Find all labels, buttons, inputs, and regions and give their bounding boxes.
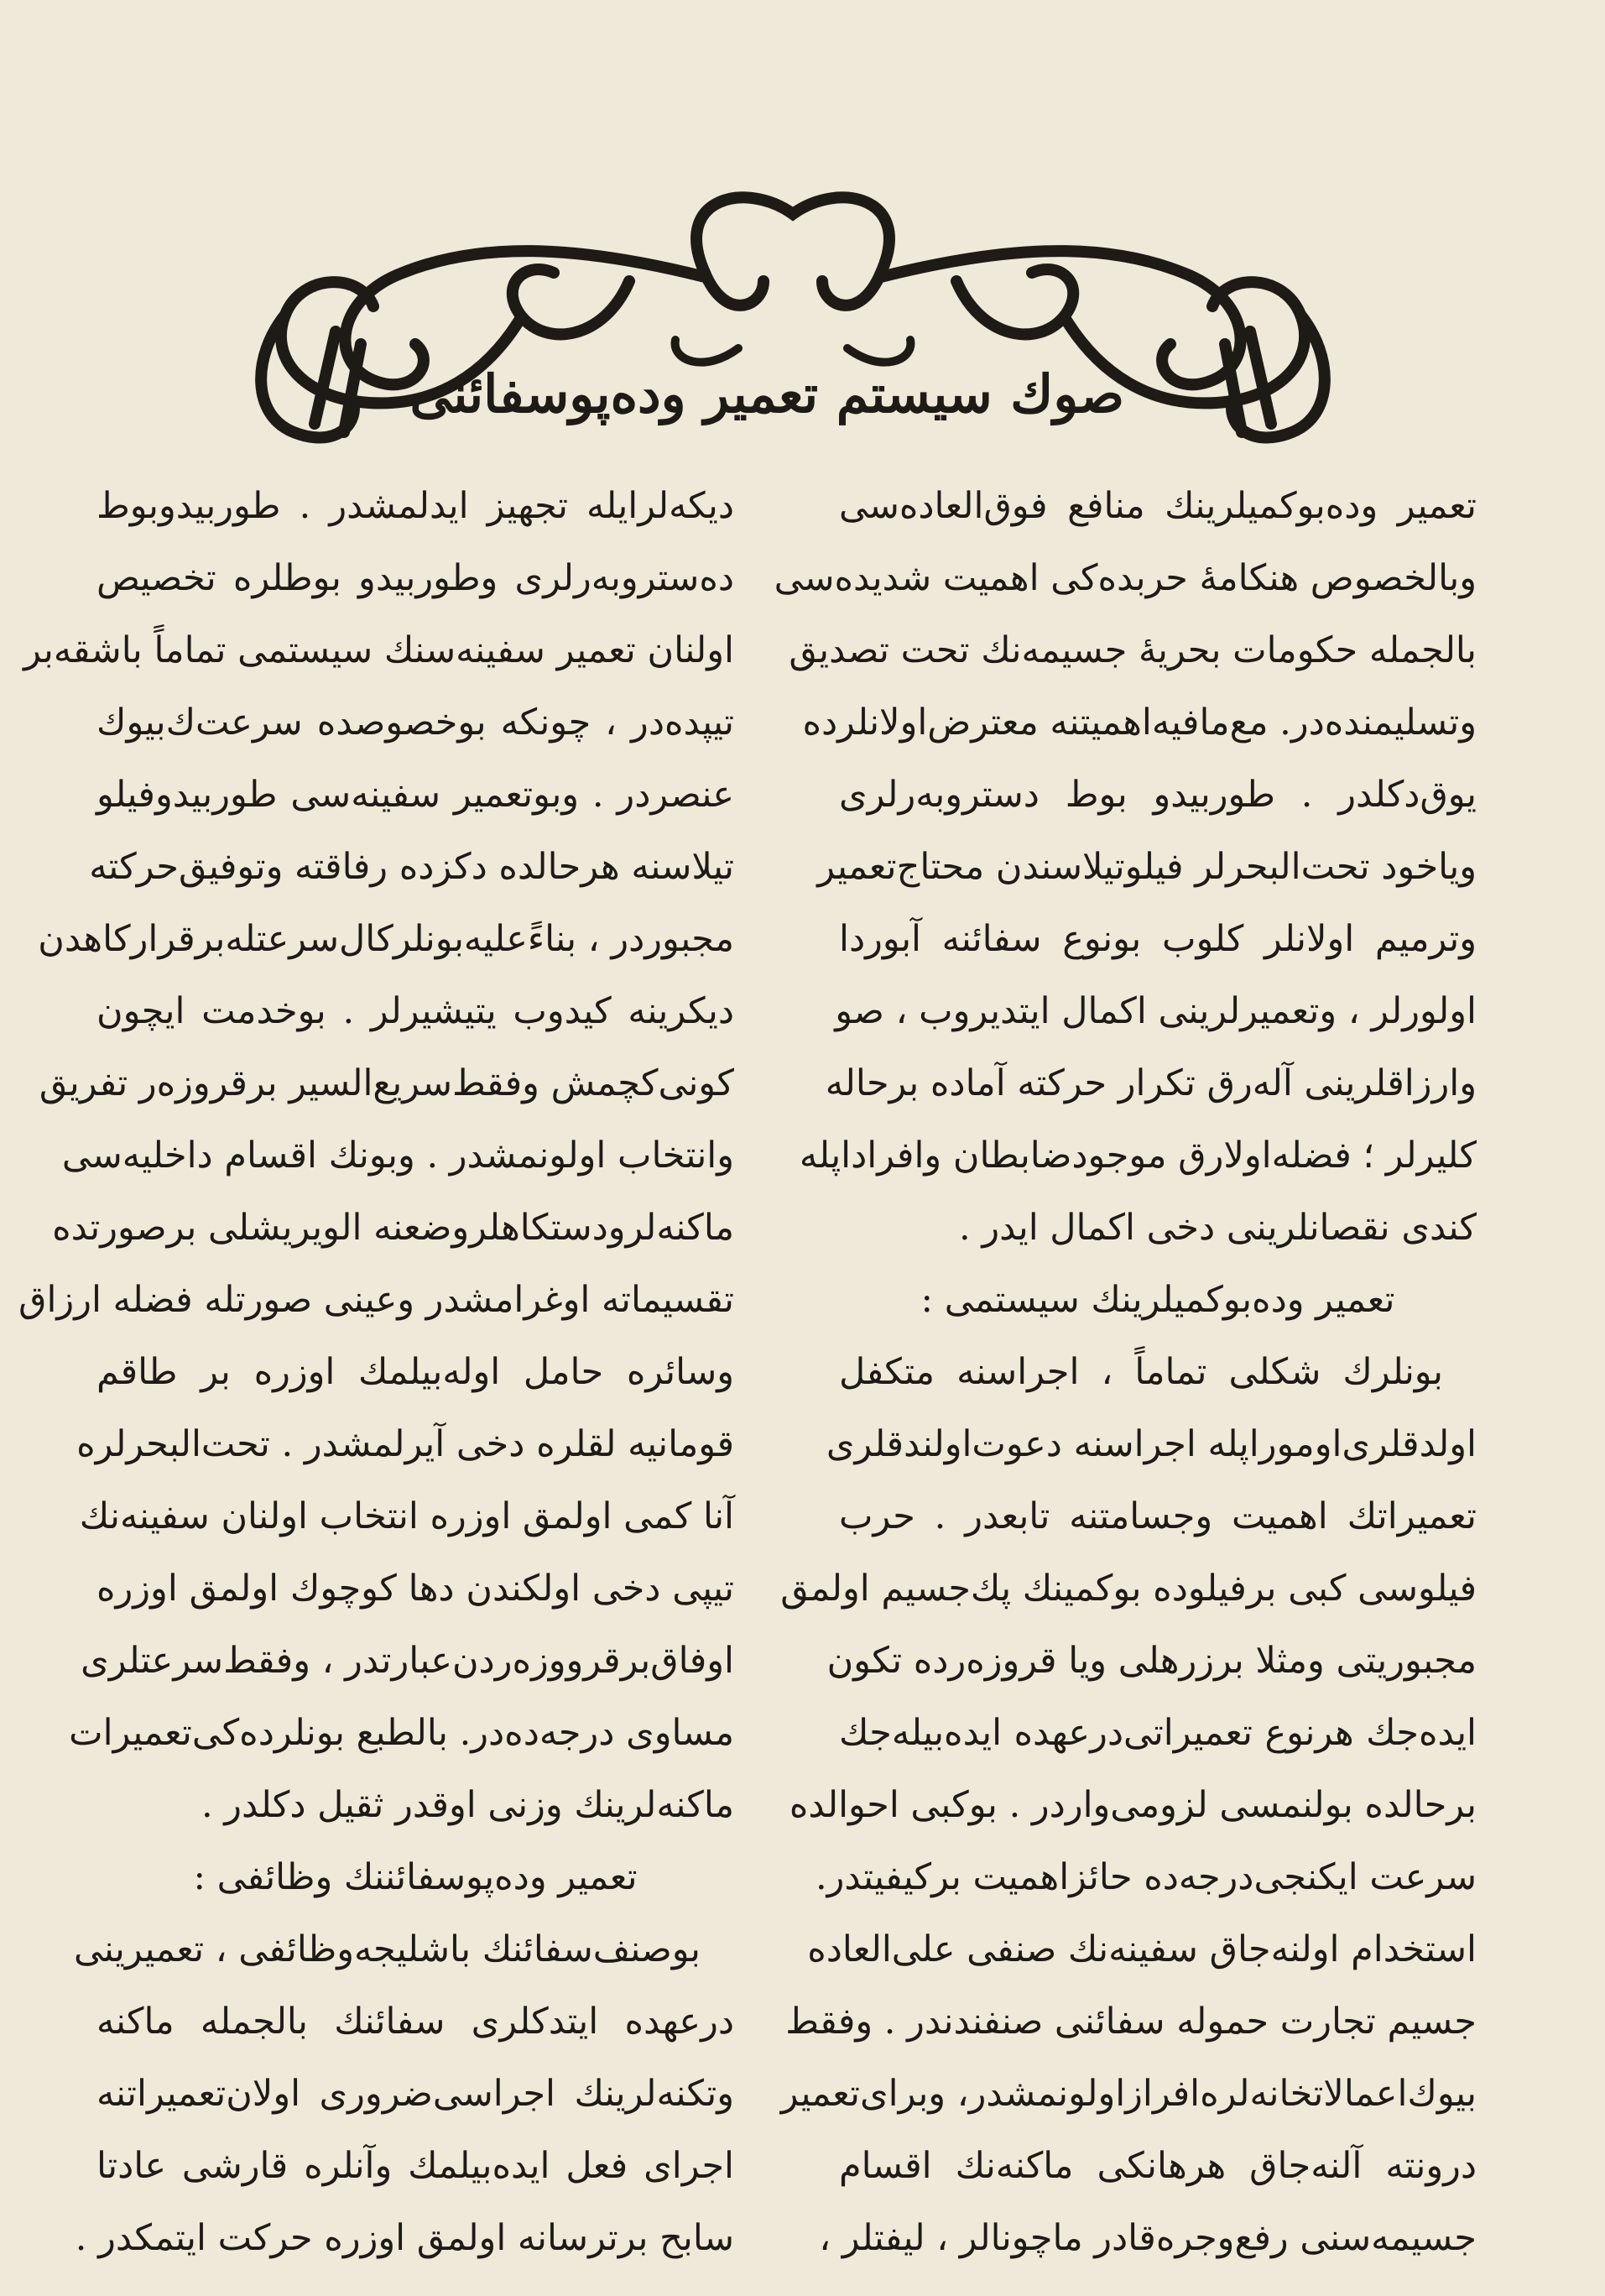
text-line: يوق‌دكلدر . طوربيدو بوط دستروبەرلرى [839, 774, 1477, 816]
article-title: صوك سيستم تعمير ودەپوسفائنى [409, 363, 1124, 425]
text-line: ايدەجك هرنوع تعميراتى‌درعهدە ايدەبيلەجك [839, 1712, 1477, 1754]
text-line: برحالدە بولنمسى لزومى‌واردر . بوكبى احوالدە [789, 1784, 1477, 1826]
text-line: درعهدە ايتدكلرى سفائنك بالجملە ماكنە [96, 2001, 734, 2043]
text-line: استخدام اولنەجاق سفينەنك صنفى على‌العادە [807, 1928, 1477, 1970]
text-line: سابح برترسانە اولمق اوزرە حركت ايتمكدر . [75, 2217, 734, 2259]
text-line: تعميراتك اهميت وجسامتنه تابعدر . حرب [839, 1495, 1477, 1537]
text-line: مجبوردر ، بناءً‌عليه‌بونلركال‌سرعتلە‌برقراركاهدن [38, 918, 734, 960]
text-line: كليرلر ؛ فضلەاولارق موجودضابطان وافراداپلە [799, 1135, 1477, 1177]
text-line: ديكەلرايلە تجهيز ايدلمشدر . طوربيدوبوط [96, 485, 734, 527]
right-text-column [774, 470, 1477, 2274]
left-text-column [18, 470, 734, 2274]
text-line: اولنان تعمير سفينەسنك سيستمى تماماً باشقەبر [23, 629, 734, 671]
text-line: مجبوريتى ومثلا برزرهلى ويا قروزەردە تكون [826, 1640, 1477, 1682]
text-line: ديكرينه كيدوب يتيشيرلر . بوخدمت ايچون [96, 990, 734, 1032]
text-line: وارزاقلرينى آلەرق تكرار حركتە آمادە برحالە [825, 1062, 1477, 1104]
text-line: بونلرك شكلى تماماً ، اجراسنه متكفل [839, 1351, 1443, 1393]
text-line: وتسليمندەدر. مع‌مافيه‌اهميتنه معترض‌اولانلردە [802, 702, 1477, 744]
text-line: ماكنەلرينك وزنى اوقدر ثقيل دكلدر . [201, 1784, 734, 1826]
text-line: وتكنەلرينك اجراسى‌ضرورى اولان‌تعميراتنه [96, 2073, 734, 2115]
text-line: سرعت ايكنجى‌درجەدە حائزاهميت بركيفيتدر. [815, 1856, 1477, 1898]
text-line: بيوك‌اعمالاتخانەلرەافرازاولونمشدر، وبراى‌تعمير [780, 2073, 1477, 2115]
text-line: جسيمەسنى رفع‌وجرەقادر ماچونالر ، ليفتلر ، [819, 2217, 1477, 2259]
text-line: كونى‌كچمش وفقط‌سريع‌السير برقروزەر تفريق [39, 1062, 734, 1104]
text-line: قومانيە لقلرە دخى آيرلمشدر . تحت‌البحرلرە [76, 1423, 734, 1465]
text-line: ماكنەلرودستكاهلروضعنە الويريشلى برصورتدە [52, 1207, 734, 1249]
text-line: وانتخاب اولونمشدر . وبونك اقسام داخليەسى [61, 1135, 734, 1177]
text-line: كندى نقصانلرينى دخى اكمال ايدر . [959, 1207, 1477, 1249]
text-line: دەستروبەرلرى وطوربيدو بوطلرە تخصيص [96, 557, 734, 599]
text-line: عنصردر . وبوتعمير سفينەسى طوربيدوفيلو [96, 774, 734, 816]
section-heading: تعمير ودەبوكميلرينك سيستمى : [920, 1279, 1395, 1321]
text-line: وبالخصوص هنكامۀ حربدەكى اهميت شديدەسى [774, 557, 1477, 599]
text-line: اجراى فعل ايدەبيلمك وآنلرە قارشى عادتا [96, 2145, 734, 2187]
section-heading: تعمير ودەپوسفائننك وظائفى : [193, 1856, 638, 1898]
text-line: فيلوسى كبى برفيلودە بوكمينك پك‌جسيم اولمق [780, 1568, 1477, 1610]
text-line: جسيم تجارت حمولە سفائنى صنفندندر . وفقط [785, 2001, 1477, 2043]
text-line: تعمير ودەبوكميلرينك منافع فوق‌العادەسى [839, 485, 1477, 527]
text-line: بالجملە حكومات بحريۀ جسيمەنك تحت تصديق [789, 629, 1477, 671]
text-line: تيپى دخى اولكندن دها كوچوك اولمق اوزرە [96, 1568, 734, 1610]
text-line: وياخود تحت‌البحرلر فيلوتيلاسندن محتاج‌تعمير [817, 846, 1477, 888]
text-line: وترميم اولانلر كلوب بونوع سفائنه آبوردا [839, 918, 1477, 960]
text-line: بوصنف‌سفائنك باشليجەوظائفى ، تعميرينى [74, 1928, 701, 1970]
text-line: تيلاسنە هرحالدە دكزدە رفاقتە وتوفيق‌حركتە [89, 846, 734, 888]
text-line: مساوى درجەدەدر. بالطبع بونلردەكى‌تعميرات [69, 1712, 734, 1754]
text-line: وسائرە حامل اولەبيلمك اوزرە بر طاقم [96, 1351, 734, 1393]
text-line: آنا كمى اولمق اوزرە انتخاب اولنان سفينەنك [79, 1495, 734, 1537]
text-line: درونتە آلنەجاق هرهانكى ماكنەنك اقسام [839, 2145, 1477, 2187]
text-line: تيپدەدر ، چونكە بوخصوصدە سرعت‌ك‌بيوك [96, 702, 734, 744]
text-line: تقسيماتە اوغرامشدر وعينى صورتلە فضلە ارزاق [18, 1279, 734, 1321]
text-line: اولورلر ، وتعميرلرينى اكمال ايتديروب ، صو [835, 990, 1477, 1032]
text-line: اوفاق‌برقرووزەردن‌عبارتدر ، وفقط‌سرعتلرى [81, 1640, 734, 1682]
text-line: اولدقلرى‌اوموراپلە اجراسنه دعوت‌اولندقلرى [826, 1423, 1477, 1465]
